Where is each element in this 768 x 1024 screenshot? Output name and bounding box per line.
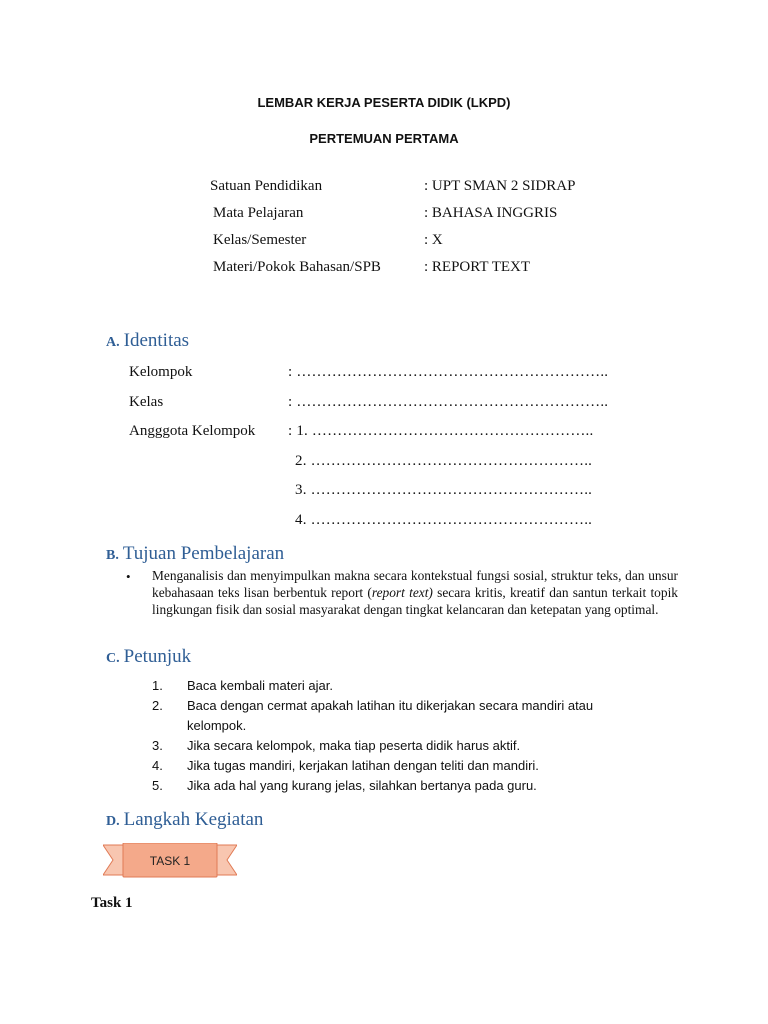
info-value: : UPT SMAN 2 SIDRAP: [424, 178, 576, 194]
section-title: Identitas: [123, 330, 190, 351]
info-label: Mata Pelajaran: [213, 205, 304, 221]
anggota-field-1[interactable]: : 1. ………………………………………………..: [288, 423, 594, 439]
list-number: 5.: [152, 778, 163, 793]
kelompok-field[interactable]: : ……………………………………………………..: [288, 364, 609, 380]
petunjuk-list: [152, 676, 632, 796]
info-label: Kelas/Semester: [213, 232, 307, 248]
section-title: Langkah Kegiatan: [123, 809, 264, 830]
tujuan-text-start: Menganalisis dan menyimpulkan makna secara kontekstual fungsi sosial, struktur teks, dan unsur kebahasaan teks lisan berbentuk report (: [152, 568, 678, 600]
list-text: Jika ada hal yang kurang jelas, silahkan bertanya pada guru.: [187, 778, 537, 793]
section-heading-identitas: [106, 330, 189, 352]
info-label: Materi/Pokok Bahasan/SPB: [213, 259, 381, 275]
list-text: Jika tugas mandiri, kerjakan latihan dengan teliti dan mandiri.: [187, 758, 539, 773]
section-title: Petunjuk: [123, 646, 192, 667]
tujuan-text-italic: report text): [371, 585, 433, 600]
section-title: Tujuan Pembelajaran: [122, 543, 285, 564]
task-banner-label: TASK 1: [149, 854, 191, 868]
list-text: Jika secara kelompok, maka tiap peserta didik harus aktif.: [187, 738, 521, 753]
info-value: : X: [424, 232, 443, 248]
section-letter: D.: [106, 814, 120, 829]
kelompok-label: Kelompok: [129, 364, 193, 380]
section-heading-tujuan: [106, 543, 284, 565]
list-number: 2.: [152, 698, 163, 713]
info-value: : REPORT TEXT: [424, 259, 531, 275]
document-subtitle: PERTEMUAN PERTAMA: [309, 131, 459, 146]
info-label: Satuan Pendidikan: [210, 178, 323, 194]
list-number: 1.: [152, 678, 163, 693]
section-letter: A.: [106, 335, 120, 350]
kelas-label: Kelas: [129, 394, 164, 410]
tujuan-text-end: secara kritis, kreatif dan santun terkait topik lingkungan fisik dan sosial masyarakat dengan tingkat kelancaran dan ketepatan yang optimal.: [152, 585, 678, 617]
task-banner: [103, 843, 237, 879]
bullet-dot: •: [126, 569, 131, 584]
list-number: 4.: [152, 758, 163, 773]
section-letter: B.: [106, 548, 119, 563]
task-heading: Task 1: [91, 895, 133, 911]
section-heading-langkah: [106, 809, 263, 831]
list-item: [152, 696, 632, 736]
anggota-field-4[interactable]: 4. ………………………………………………..: [295, 512, 593, 528]
section-heading-petunjuk: [106, 646, 191, 668]
list-number: 3.: [152, 738, 163, 753]
list-item: [152, 776, 632, 796]
list-text: Baca dengan cermat apakah latihan itu dikerjakan secara mandiri atau kelompok.: [187, 698, 594, 733]
list-text: Baca kembali materi ajar.: [187, 678, 333, 693]
anggota-field-2[interactable]: 2. ………………………………………………..: [295, 453, 593, 469]
list-item: [152, 736, 632, 756]
info-value: : BAHASA INGGRIS: [424, 205, 558, 221]
list-item: [152, 676, 632, 696]
tujuan-text: [152, 567, 678, 618]
section-letter: C.: [106, 651, 120, 666]
list-item: [152, 756, 632, 776]
anggota-field-3[interactable]: 3. ………………………………………………..: [295, 482, 593, 498]
kelas-field[interactable]: : ……………………………………………………..: [288, 394, 609, 410]
document-title: LEMBAR KERJA PESERTA DIDIK (LKPD): [257, 95, 511, 110]
anggota-label: Angggota Kelompok: [129, 423, 256, 439]
